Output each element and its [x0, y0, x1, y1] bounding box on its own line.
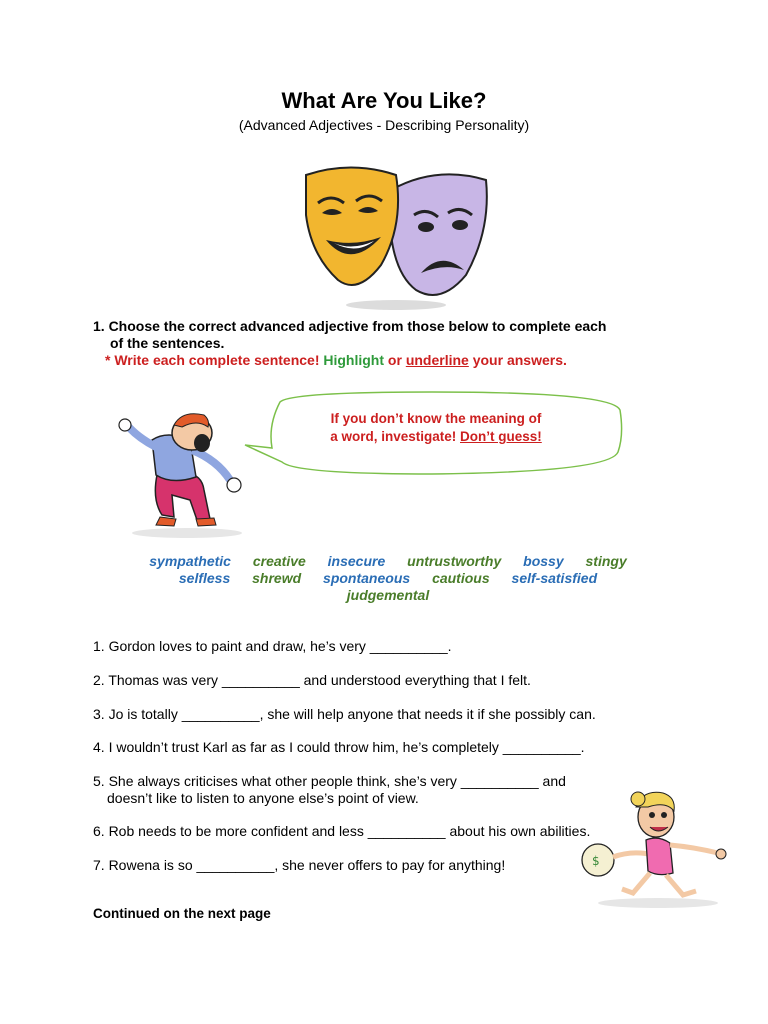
- page-title: What Are You Like?: [281, 88, 487, 113]
- instructions: [93, 318, 693, 369]
- question-2: 2. Thomas was very __________ and understood everything that I felt.: [93, 672, 531, 688]
- word-bank-item: stingy: [585, 553, 627, 569]
- question-6: 6. Rob needs to be more confident and less __________ about his own abilities.: [93, 823, 591, 839]
- instruction-write: * Write each complete sentence!: [105, 352, 324, 368]
- word-bank-item: untrustworthy: [407, 553, 502, 569]
- svg-text:$: $: [592, 854, 600, 868]
- instruction-suffix: your answers.: [468, 352, 567, 368]
- continued-note: Continued on the next page: [93, 906, 271, 921]
- word-bank-item: sympathetic: [149, 553, 231, 569]
- instruction-or: or: [384, 352, 406, 368]
- bubble-line-2-text: a word, investigate!: [330, 429, 460, 444]
- word-bank-item: self-satisfied: [511, 570, 598, 586]
- word-bank-item: creative: [252, 553, 306, 569]
- word-bank-item: spontaneous: [323, 570, 411, 586]
- question-5: [93, 773, 653, 807]
- page-subtitle: (Advanced Adjectives - Describing Personality): [238, 117, 530, 133]
- instruction-line-1: 1. Choose the correct advanced adjective from those below to complete each: [93, 318, 607, 334]
- bubble-line-2: [300, 428, 572, 446]
- word-bank-row-3: [93, 587, 683, 604]
- bubble-line-1: If you don’t know the meaning of: [330, 411, 542, 426]
- word-bank-item: cautious: [432, 570, 490, 586]
- speech-bubble-text: [300, 410, 572, 446]
- question-5-line-1: 5. She always criticises what other people think, she’s very __________ and: [93, 773, 566, 789]
- question-1: 1. Gordon loves to paint and draw, he’s very __________.: [93, 638, 452, 654]
- word-bank-item: bossy: [523, 553, 564, 569]
- word-bank-item: judgemental: [346, 587, 430, 603]
- instruction-underline: underline: [405, 352, 469, 368]
- instruction-line-3: [93, 352, 693, 369]
- word-bank-item: insecure: [327, 553, 386, 569]
- drama-masks-illustration: [296, 155, 496, 315]
- word-bank-row-1: [93, 553, 683, 570]
- instruction-highlight: Highlight: [323, 352, 385, 368]
- word-bank-item: selfless: [178, 570, 231, 586]
- instruction-line-2: of the sentences.: [110, 335, 225, 351]
- question-3: 3. Jo is totally __________, she will help anyone that needs it if she possibly can.: [93, 706, 596, 722]
- bubble-dont-guess: Don’t guess!: [460, 429, 542, 444]
- word-bank-row-2: [93, 570, 683, 587]
- running-woman-illustration: [578, 785, 738, 910]
- question-4: 4. I wouldn’t trust Karl as far as I could throw him, he’s completely __________.: [93, 739, 585, 755]
- word-bank-item: shrewd: [252, 570, 302, 586]
- word-bank: [93, 553, 683, 604]
- question-7: 7. Rowena is so __________, she never offers to pay for anything!: [93, 857, 506, 873]
- question-5-line-2: doesn’t like to listen to anyone else’s point of view.: [107, 790, 419, 806]
